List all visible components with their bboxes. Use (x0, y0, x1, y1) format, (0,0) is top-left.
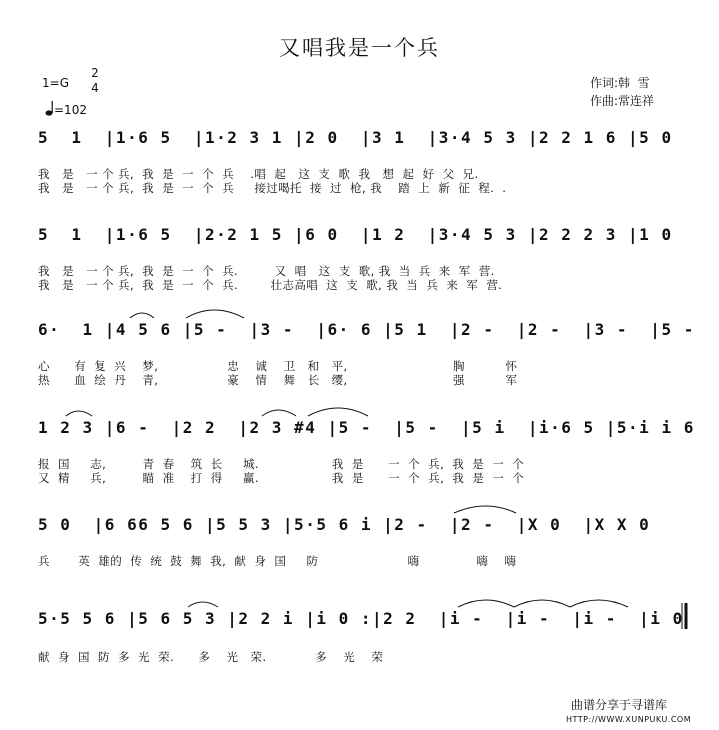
composer-credit: 作曲:常连祥 (590, 94, 655, 108)
lyric-verse-2: 热 血 绘 丹 青, 豪 情 舞 长 缨, 强 军 (38, 373, 518, 387)
lyric-verse-2: 又 精 兵, 瞄 准 打 得 赢. 我 是 一 个 兵, 我 是 一 个 (38, 471, 525, 485)
key-signature: 1=G (42, 76, 69, 90)
lyric-verse-1: 献 身 国 防 多 光 荣. 多 光 荣. 多 光 荣 (38, 650, 384, 664)
tempo-marking: =102 (54, 103, 87, 117)
lyric-verse-1: 心 有 复 兴 梦, 忠 诚 卫 和 平, 胸 怀 (38, 359, 518, 373)
notation-line: 1 2 3 |6 - |2 2 |2 3 #4 |5 - |5 - |5 i |i·6 5 |5·i i 6 (38, 418, 695, 437)
lyric-verse-1: 报 国 志, 青 春 筑 长 城. 我 是 一 个 兵, 我 是 一 个 (38, 457, 525, 471)
lyric-verse-1: 我 是 一 个 兵, 我 是 一 个 兵. 又 唱 这 支 歌, 我 当 兵 来 军 营. (38, 264, 495, 278)
footer-url[interactable]: HTTP://WWW.XUNPUKU.COM (566, 715, 692, 724)
time-signature (88, 66, 102, 96)
lyric-verse-1: 我 是 一 个 兵, 我 是 一 个 兵 .唱 起 这 支 歌 我 想 起 好 父 兄. (38, 167, 479, 181)
footer-site-name: 曲谱分享于寻谱库 (571, 698, 668, 712)
notation-line: 5 0 |6 66 5 6 |5 5 3 |5·5 6 i |2 - |2 - |X 0 |X X 0 (38, 515, 651, 534)
lyric-verse-2: 我 是 一 个 兵, 我 是 一 个 兵 接过喝托 接 过 枪, 我 踏 上 新 征 程. . (38, 181, 507, 195)
lyric-verse-1: 兵 英 雄的 传 统 鼓 舞 我, 献 身 国 防 嗨 嗨 嗨 (38, 554, 517, 568)
notation-line: 5 1 |1·6 5 |2·2 1 5 |6 0 |1 2 |3·4 5 3 |2 2 2 3 |1 0 (38, 225, 673, 244)
lyricist-credit: 作词:韩 雪 (590, 76, 650, 90)
time-signature-top: 2 (91, 66, 99, 80)
notation-line: 6· 1 |4 5 6 |5 - |3 - |6· 6 |5 1 |2 - |2 - |3 - |5 - (38, 320, 695, 339)
notation-line: 5·5 5 6 |5 6 5 3 |2 2 i |i 0 :|2 2 |i - |i - |i - |i 0 (38, 609, 684, 628)
score-title: 又唱我是一个兵 (279, 36, 440, 60)
notation-line: 5 1 |1·6 5 |1·2 3 1 |2 0 |3 1 |3·4 5 3 |2 2 1 6 |5 0 (38, 128, 673, 147)
lyric-verse-2: 我 是 一 个 兵, 我 是 一 个 兵. 壮志高唱 这 支 歌, 我 当 兵 来 军 营. (38, 278, 503, 292)
time-signature-bottom: 4 (91, 81, 99, 95)
